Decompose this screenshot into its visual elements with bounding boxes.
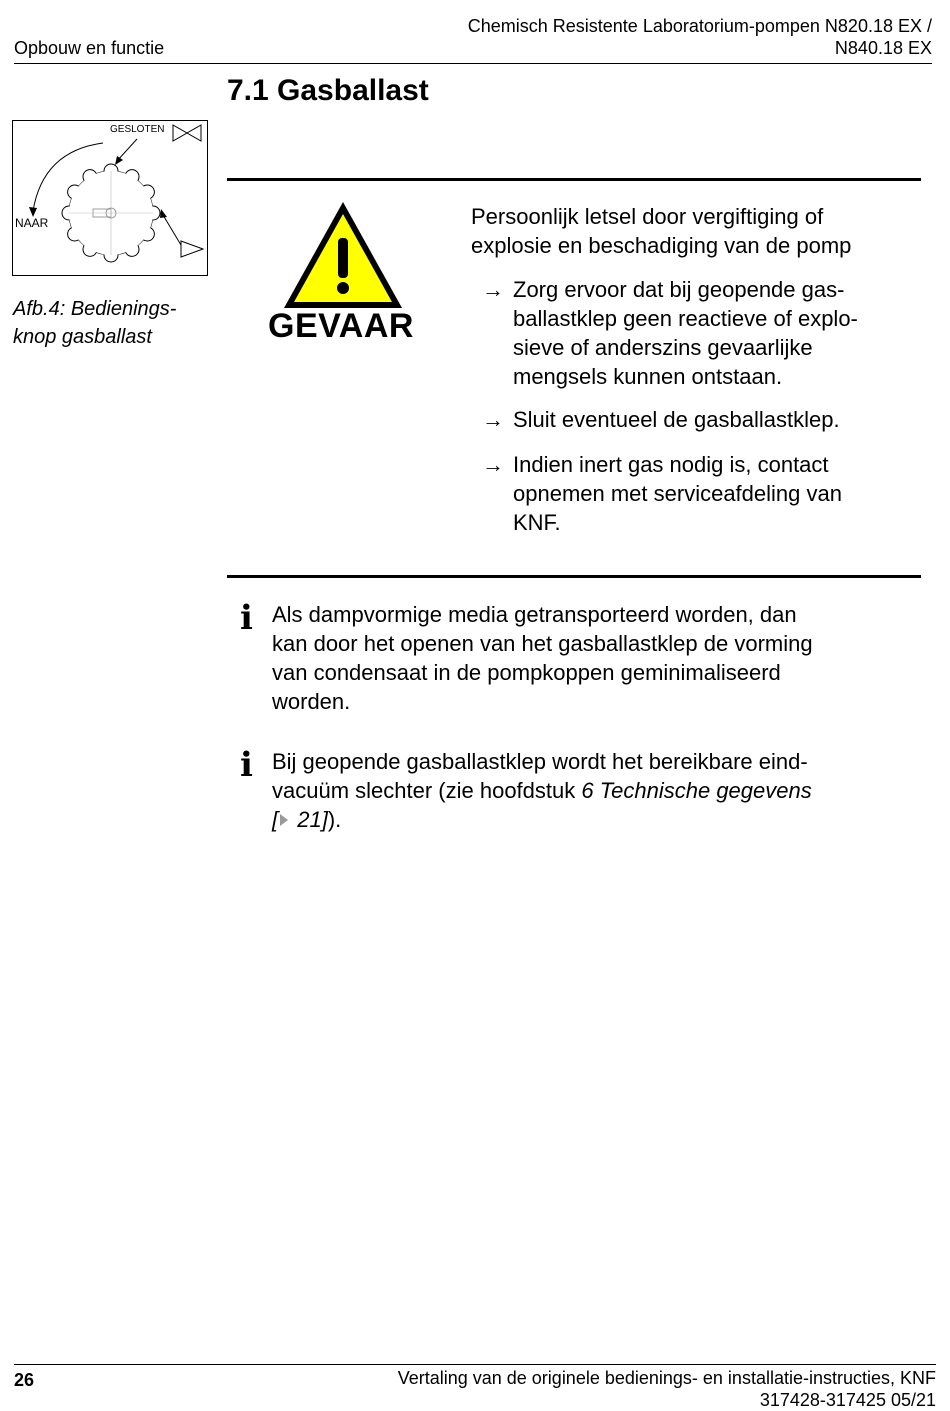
note-text: vacuüm slechter (zie hoofdstuk bbox=[272, 778, 582, 803]
info-note-1 bbox=[240, 600, 930, 716]
danger-instruction-3 bbox=[482, 450, 922, 537]
arrow-right-icon: → bbox=[482, 452, 504, 477]
header-product-line-2: N840.18 EX bbox=[834, 38, 932, 58]
info-note-2 bbox=[240, 747, 930, 834]
warning-triangle-icon bbox=[282, 200, 404, 312]
instruction-line: mengsels kunnen ontstaan. bbox=[513, 364, 783, 389]
danger-bottom-rule bbox=[227, 575, 921, 578]
note-line: kan door het openen van het gasballastklep de vorming bbox=[272, 631, 813, 656]
note-text: ). bbox=[327, 807, 342, 832]
instruction-line: Zorg ervoor dat bij geopende gas- bbox=[513, 277, 845, 302]
figure-caption-line-2: knop gasballast bbox=[13, 326, 152, 348]
note-line: Als dampvormige media getransporteerd worden, dan bbox=[272, 602, 797, 627]
note-line bbox=[272, 805, 930, 834]
danger-title bbox=[471, 202, 921, 260]
danger-top-rule bbox=[227, 178, 921, 181]
knob-diagram bbox=[13, 121, 207, 275]
note-line: Bij geopende gasballastklep wordt het bereikbare eind- bbox=[272, 749, 808, 774]
figure-label-closed: GESLOTEN bbox=[110, 124, 165, 135]
page-number: 26 bbox=[14, 1370, 35, 1390]
header-product-title bbox=[468, 15, 932, 59]
arrow-right-icon: → bbox=[482, 277, 504, 302]
footer-document-info bbox=[398, 1367, 936, 1411]
header-divider bbox=[14, 63, 932, 64]
info-icon: i bbox=[240, 598, 253, 638]
instruction-line: Indien inert gas nodig is, contact bbox=[513, 452, 829, 477]
instruction-line: Sluit eventueel de gasballastklep. bbox=[513, 407, 840, 432]
note-line: van condensaat in de pompkoppen geminimaliseerd bbox=[272, 660, 781, 685]
section-title: 7.1 Gasballast bbox=[227, 74, 429, 107]
header-section-title: Opbouw en functie bbox=[14, 38, 165, 58]
note-line: worden. bbox=[272, 689, 351, 714]
info-icon: i bbox=[240, 745, 253, 785]
figure-caption-line-1: Afb.4: Bedienings- bbox=[13, 298, 177, 320]
danger-title-line-2: explosie en beschadiging van de pomp bbox=[471, 233, 852, 258]
figure-caption bbox=[13, 295, 213, 351]
instruction-line: ballastklep geen reactieve of explo- bbox=[513, 306, 858, 331]
gas-ballast-knob-figure bbox=[12, 120, 208, 276]
note-line bbox=[272, 776, 930, 805]
instruction-line: opnemen met serviceafdeling van bbox=[513, 481, 842, 506]
header-product-line-1: Chemisch Resistente Laboratorium-pompen N820.18 EX / bbox=[467, 16, 932, 36]
danger-instruction-2 bbox=[482, 405, 922, 434]
footer-line-2: 317428-317425 05/21 bbox=[759, 1390, 936, 1410]
instruction-line: sieve of anderszins gevaarlijke bbox=[513, 335, 813, 360]
danger-instruction-1 bbox=[482, 275, 922, 391]
arrow-right-icon: → bbox=[482, 407, 504, 432]
page-reference-link[interactable]: [ 21] bbox=[272, 807, 328, 832]
footer-line-1: Vertaling van de originele bedienings- en installatie-instructies, KNF bbox=[397, 1368, 936, 1388]
danger-label: GEVAAR bbox=[268, 307, 414, 345]
figure-label-to: NAAR bbox=[15, 216, 49, 230]
page-ref-triangle-icon bbox=[280, 814, 288, 826]
danger-title-line-1: Persoonlijk letsel door vergiftiging of bbox=[471, 204, 824, 229]
chapter-reference-link[interactable]: 6 Technische gegevens bbox=[581, 778, 812, 803]
footer-divider bbox=[14, 1364, 936, 1365]
instruction-line: KNF. bbox=[513, 510, 561, 535]
